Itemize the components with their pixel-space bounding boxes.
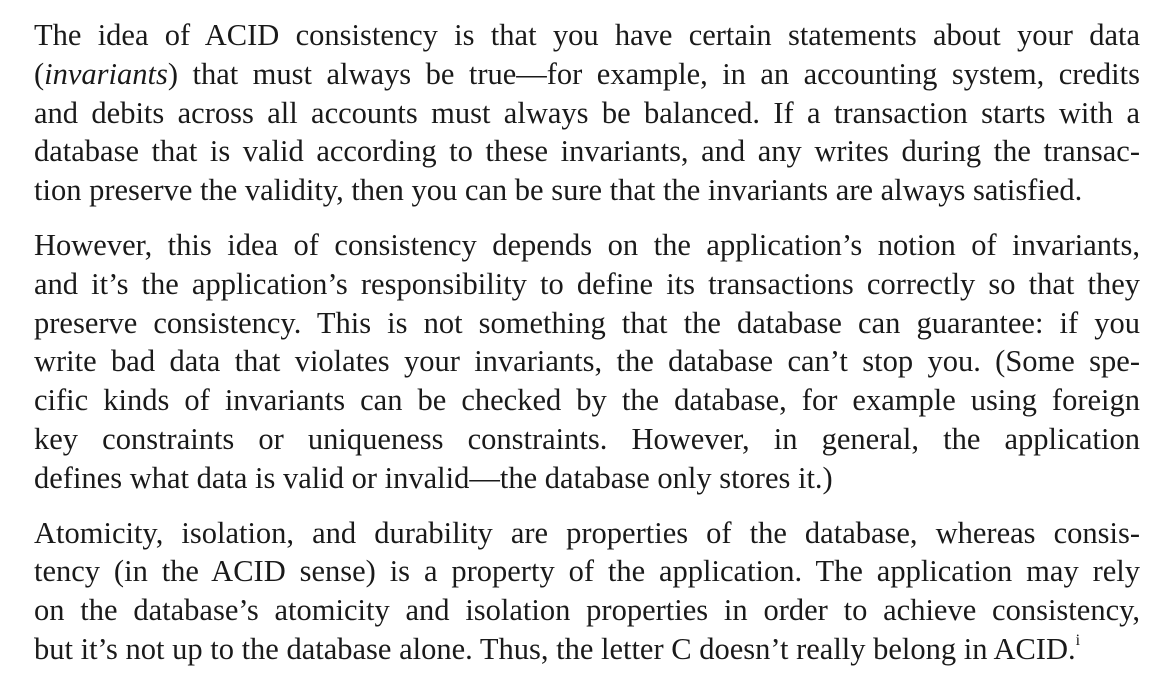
- text-line: [34, 591, 1140, 630]
- text-line: [34, 16, 1140, 55]
- text-line: [34, 630, 1140, 669]
- text-run: but it’s not up to the database alone. Thus, the letter C doesn’t really belong in ACID.: [34, 631, 1076, 666]
- text-line: [34, 420, 1140, 459]
- italic-term: invariants: [44, 56, 168, 91]
- text-run: preserve consistency. This is not something that the database can guarantee: if you: [34, 305, 1140, 340]
- text-run: Atomicity, isolation, and durability are properties of the database, whereas consis-: [34, 515, 1140, 550]
- text-run: tency (in the ACID sense) is a property of the application. The application may rely: [34, 554, 1140, 589]
- text-run: cific kinds of invariants can be checked by the database, for example using foreign: [34, 383, 1140, 418]
- text-line: [34, 94, 1140, 133]
- text-line: [34, 226, 1140, 265]
- footnote-marker: i: [1075, 631, 1081, 649]
- text-run: key constraints or uniqueness constraints. However, in general, the application: [34, 421, 1140, 456]
- text-run: tion preserve the validity, then you can be sure that the invariants are always satisfied.: [34, 173, 1083, 208]
- text-run: However, this idea of consistency depends on the application’s notion of invariants,: [34, 227, 1140, 262]
- document-body: [34, 16, 1140, 669]
- paragraph: [34, 514, 1140, 669]
- text-run: on the database’s atomicity and isolation properties in order to achieve consistency,: [34, 593, 1140, 628]
- text-run: (: [34, 56, 45, 91]
- paragraph: [34, 16, 1140, 210]
- text-run: The idea of ACID consistency is that you have certain statements about your data: [34, 18, 1140, 52]
- text-line: [34, 304, 1140, 343]
- text-line: [34, 132, 1140, 171]
- text-run: ) that must always be true—for example, in an accounting system, credits: [167, 56, 1140, 91]
- text-run: defines what data is valid or invalid—the database only stores it.): [34, 460, 833, 495]
- text-line: [34, 552, 1140, 591]
- text-line: [34, 171, 1140, 210]
- text-run: and it’s the application’s responsibility to define its transactions correctly so that they: [34, 266, 1140, 301]
- text-run: write bad data that violates your invariants, the database can’t stop you. (Some spe-: [34, 344, 1140, 379]
- text-line: [34, 459, 1140, 498]
- text-line: [34, 514, 1140, 553]
- text-run: database that is valid according to these invariants, and any writes during the transac-: [34, 134, 1140, 169]
- text-line: [34, 55, 1140, 94]
- text-line: [34, 265, 1140, 304]
- text-run: and debits across all accounts must always be balanced. If a transaction starts with a: [34, 95, 1140, 130]
- paragraph: [34, 226, 1140, 498]
- text-line: [34, 381, 1140, 420]
- text-line: [34, 342, 1140, 381]
